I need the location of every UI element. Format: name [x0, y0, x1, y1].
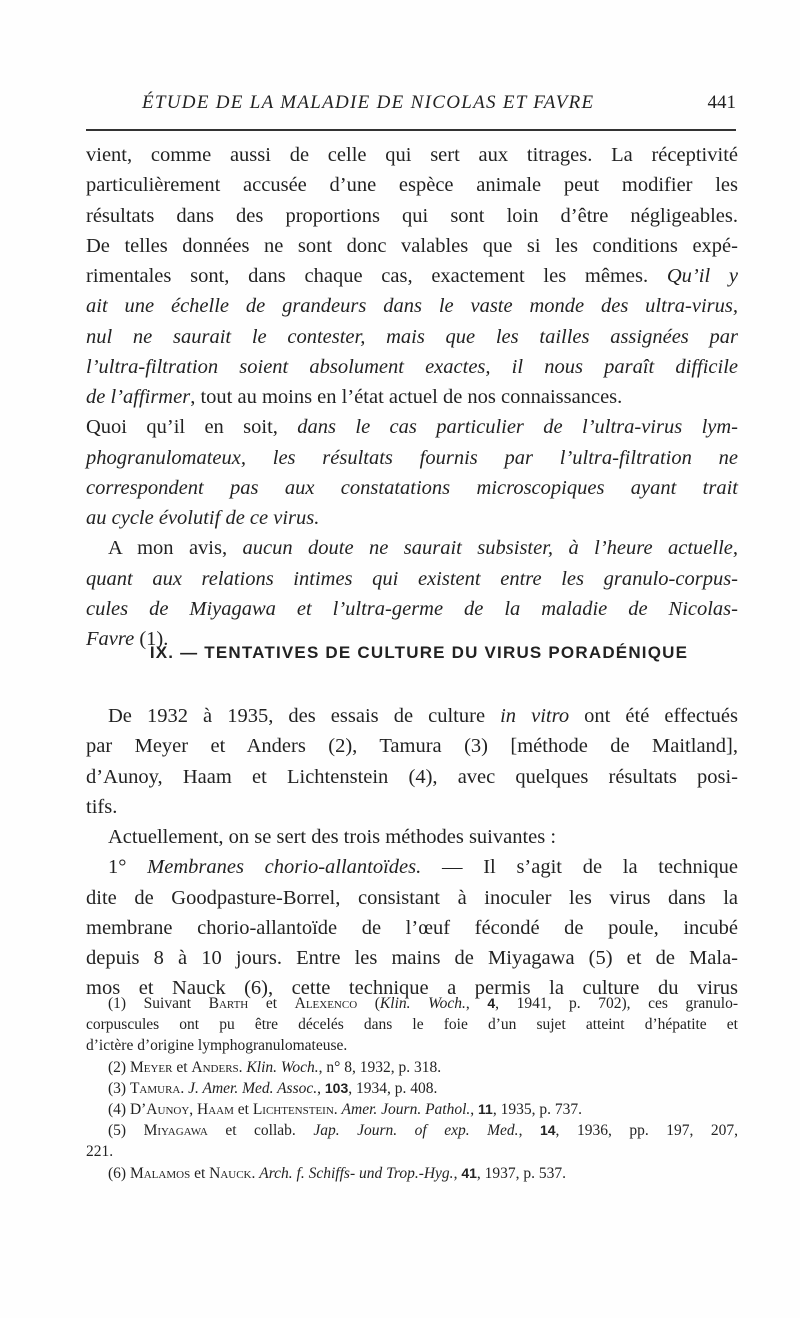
footnote-line [86, 1163, 738, 1184]
text-line [86, 352, 738, 382]
text-line [86, 852, 738, 882]
text-line: vient, comme aussi de celle qui sert aux titrages. La réceptivité [86, 144, 738, 166]
text-run: , [465, 995, 488, 1012]
text-run: 1° [108, 856, 148, 879]
footnote-number: (4) [108, 1100, 130, 1118]
body-text [86, 140, 738, 654]
text-run: . [238, 1058, 247, 1076]
text-run: De 1932 à 1935, des essais de culture [108, 705, 501, 727]
footnote-number: (5) [108, 1122, 144, 1140]
footnote-line: d’ictère d’origine lymphogranulomateuse. [86, 1037, 348, 1055]
text-run: A mon avis, [108, 537, 243, 560]
footnote-line: corpuscules ont pu être décelés dans le foie d’un sujet atteint d’hépatite et [86, 1016, 738, 1034]
footnote-line [86, 1120, 738, 1141]
text-line: membrane chorio-allantoïde de l’œuf fécondé de poule, incubé [86, 916, 738, 939]
author-name: Tamura [129, 1079, 181, 1097]
journal-title: J. Amer. Med. Assoc. [188, 1079, 318, 1097]
italic-run: de l’affirmer [86, 386, 191, 408]
footnote-number: (6) [108, 1164, 130, 1182]
text-run: (1). [134, 628, 169, 650]
footnote-number: (3) [108, 1079, 130, 1097]
text-line [86, 594, 738, 624]
text-line: Actuellement, on se sert des trois méthodes suivantes : [108, 826, 557, 848]
text-line: depuis 8 à 10 jours. Entre les mains de Miyagawa (5) et de Mala- [86, 947, 738, 969]
text-run: , 1935, p. 737. [492, 1100, 582, 1118]
text-run: , [518, 1122, 540, 1140]
text-run: , 1936, pp. 197, 207, [555, 1122, 739, 1140]
page-number: 441 [707, 92, 736, 113]
text-line: résultats dans des proportions qui sont loin d’être négligeables. [86, 204, 738, 227]
italic-run: Qu’il y [666, 265, 738, 287]
text-line [86, 412, 738, 442]
text-line [86, 382, 738, 412]
text-run: . [180, 1079, 189, 1097]
body-text [86, 701, 738, 1004]
text-line [86, 503, 738, 533]
text-line: particulièrement accusée d’une espèce animale peut modifier les [86, 174, 738, 197]
text-line [86, 291, 738, 321]
text-line [86, 564, 738, 594]
italic-run: Membranes chorio-allantoïdes. [147, 856, 422, 879]
footnote-4 [86, 1099, 738, 1120]
section-heading: IX. — TENTATIVES DE CULTURE DU VIRUS PORADÉNIQUE [149, 643, 689, 662]
text-run: rimentales sont, dans chaque cas, exactement les mêmes. [86, 265, 667, 287]
text-run: et [172, 1058, 192, 1076]
italic-run: in vitro [500, 705, 570, 727]
author-name: Malamos [129, 1164, 191, 1182]
text-run: Quoi qu’il en soit, [86, 416, 298, 439]
header-rule [86, 129, 736, 131]
paragraph [86, 140, 738, 412]
footnote-2 [86, 1057, 738, 1078]
volume-number: 14 [539, 1122, 556, 1139]
author-name: Barth [208, 995, 249, 1012]
italic-run: aucun doute ne saurait subsister, à l’heure actuelle, [242, 537, 738, 560]
volume-number: 41 [461, 1164, 477, 1181]
text-run: — Il s’agit de la technique [421, 856, 738, 879]
text-run: et [248, 995, 295, 1012]
text-run: et collab. [207, 1122, 314, 1140]
author-name: Anders [191, 1058, 239, 1076]
text-run: . [333, 1100, 342, 1118]
author-name: D’Aunoy, Haam [129, 1100, 234, 1118]
footnote-3 [86, 1078, 738, 1099]
italic-run: phogranulomateux, les résultats fournis par l’ultra-filtration ne [86, 446, 738, 469]
italic-run: dans le cas particulier de l’ultra-virus lym- [297, 416, 739, 439]
footnote-line [86, 1057, 738, 1078]
text-run: , n° 8, 1932, p. 318. [318, 1058, 442, 1076]
footnote-number: (1) Suivant [108, 995, 209, 1012]
italic-run: nul ne saurait le contester, mais que les tailles assignées par [86, 325, 738, 348]
author-name: Nauck [209, 1164, 252, 1182]
volume-number: 103 [324, 1079, 349, 1096]
footnote-1 [86, 993, 738, 1057]
volume-number: 11 [478, 1100, 493, 1117]
italic-run: au cycle évolutif de ce virus. [86, 507, 320, 529]
footnote-number: (2) [108, 1058, 130, 1076]
paragraph [86, 533, 738, 654]
running-title: ÉTUDE DE LA MALADIE DE NICOLAS ET FAVRE [142, 92, 595, 113]
text-line: dite de Goodpasture-Borrel, consistant à inoculer les virus dans la [86, 886, 738, 909]
text-line [86, 322, 738, 352]
text-line [86, 701, 738, 731]
footnote-6 [86, 1163, 738, 1184]
text-run: , [470, 1100, 479, 1118]
text-run: , 1934, p. 408. [348, 1079, 438, 1097]
italic-run: correspondent pas aux constatations microscopiques ayant trait [86, 476, 738, 499]
footnote-line [86, 1099, 738, 1120]
text-line: tifs. [86, 795, 118, 818]
text-line: mos et Nauck (6), cette technique a permis la culture du virus [86, 977, 738, 1000]
author-name: Miyagawa [143, 1122, 208, 1140]
text-line [86, 533, 738, 563]
journal-title: Arch. f. Schiffs- und Trop.-Hyg. [259, 1164, 454, 1182]
author-name: Meyer [129, 1058, 173, 1076]
text-run: et [233, 1100, 253, 1118]
paragraph [86, 701, 738, 822]
footnotes [86, 993, 738, 1184]
text-run: et [190, 1164, 210, 1182]
text-run: ont été effectués [569, 705, 738, 727]
text-line [86, 473, 738, 503]
journal-title: Klin. Woch. [379, 995, 466, 1012]
text-run: . [251, 1164, 260, 1182]
text-run: , [317, 1079, 325, 1097]
author-name: Lichtenstein [252, 1100, 334, 1118]
italic-run: l’ultra-filtration soient absolument exactes, il nous paraît difficile [86, 355, 738, 378]
paragraph [86, 822, 738, 852]
text-run: ( [357, 995, 380, 1012]
footnote-line: 221. [86, 1143, 114, 1161]
volume-number: 4 [487, 995, 496, 1011]
page-header [86, 88, 736, 118]
italic-run: ait une échelle de grandeurs dans le vaste monde des ultra-virus, [86, 295, 738, 318]
footnote-line [86, 993, 738, 1014]
paragraph [86, 412, 738, 533]
italic-run: cules de Miyagawa et l’ultra-germe de la maladie de Nicolas- [86, 597, 738, 620]
text-line: d’Aunoy, Haam et Lichtenstein (4), avec quelques résultats posi- [86, 765, 738, 788]
text-line [86, 443, 738, 473]
italic-run: quant aux relations intimes qui existent entre les granulo-corpus- [86, 567, 738, 590]
text-run: , [453, 1164, 462, 1182]
text-run: , tout au moins en l’état actuel de nos connaissances. [190, 386, 623, 408]
journal-title: Klin. Woch. [246, 1058, 319, 1076]
paragraph [86, 852, 738, 1003]
journal-title: Amer. Journ. Pathol. [341, 1100, 471, 1118]
text-run: , 1937, p. 537. [476, 1164, 567, 1182]
footnote-5 [86, 1120, 738, 1162]
text-line: De telles données ne sont donc valables que si les conditions expé- [86, 234, 738, 257]
author-name: Alexenco [294, 995, 358, 1012]
italic-run: Favre [86, 628, 135, 650]
text-run: , 1941, p. 702), ces granulo- [495, 995, 739, 1012]
text-line [86, 261, 738, 291]
text-line: par Meyer et Anders (2), Tamura (3) [méthode de Maitland], [86, 735, 738, 758]
footnote-line [86, 1078, 738, 1099]
journal-title: Jap. Journ. of exp. Med. [313, 1122, 519, 1140]
